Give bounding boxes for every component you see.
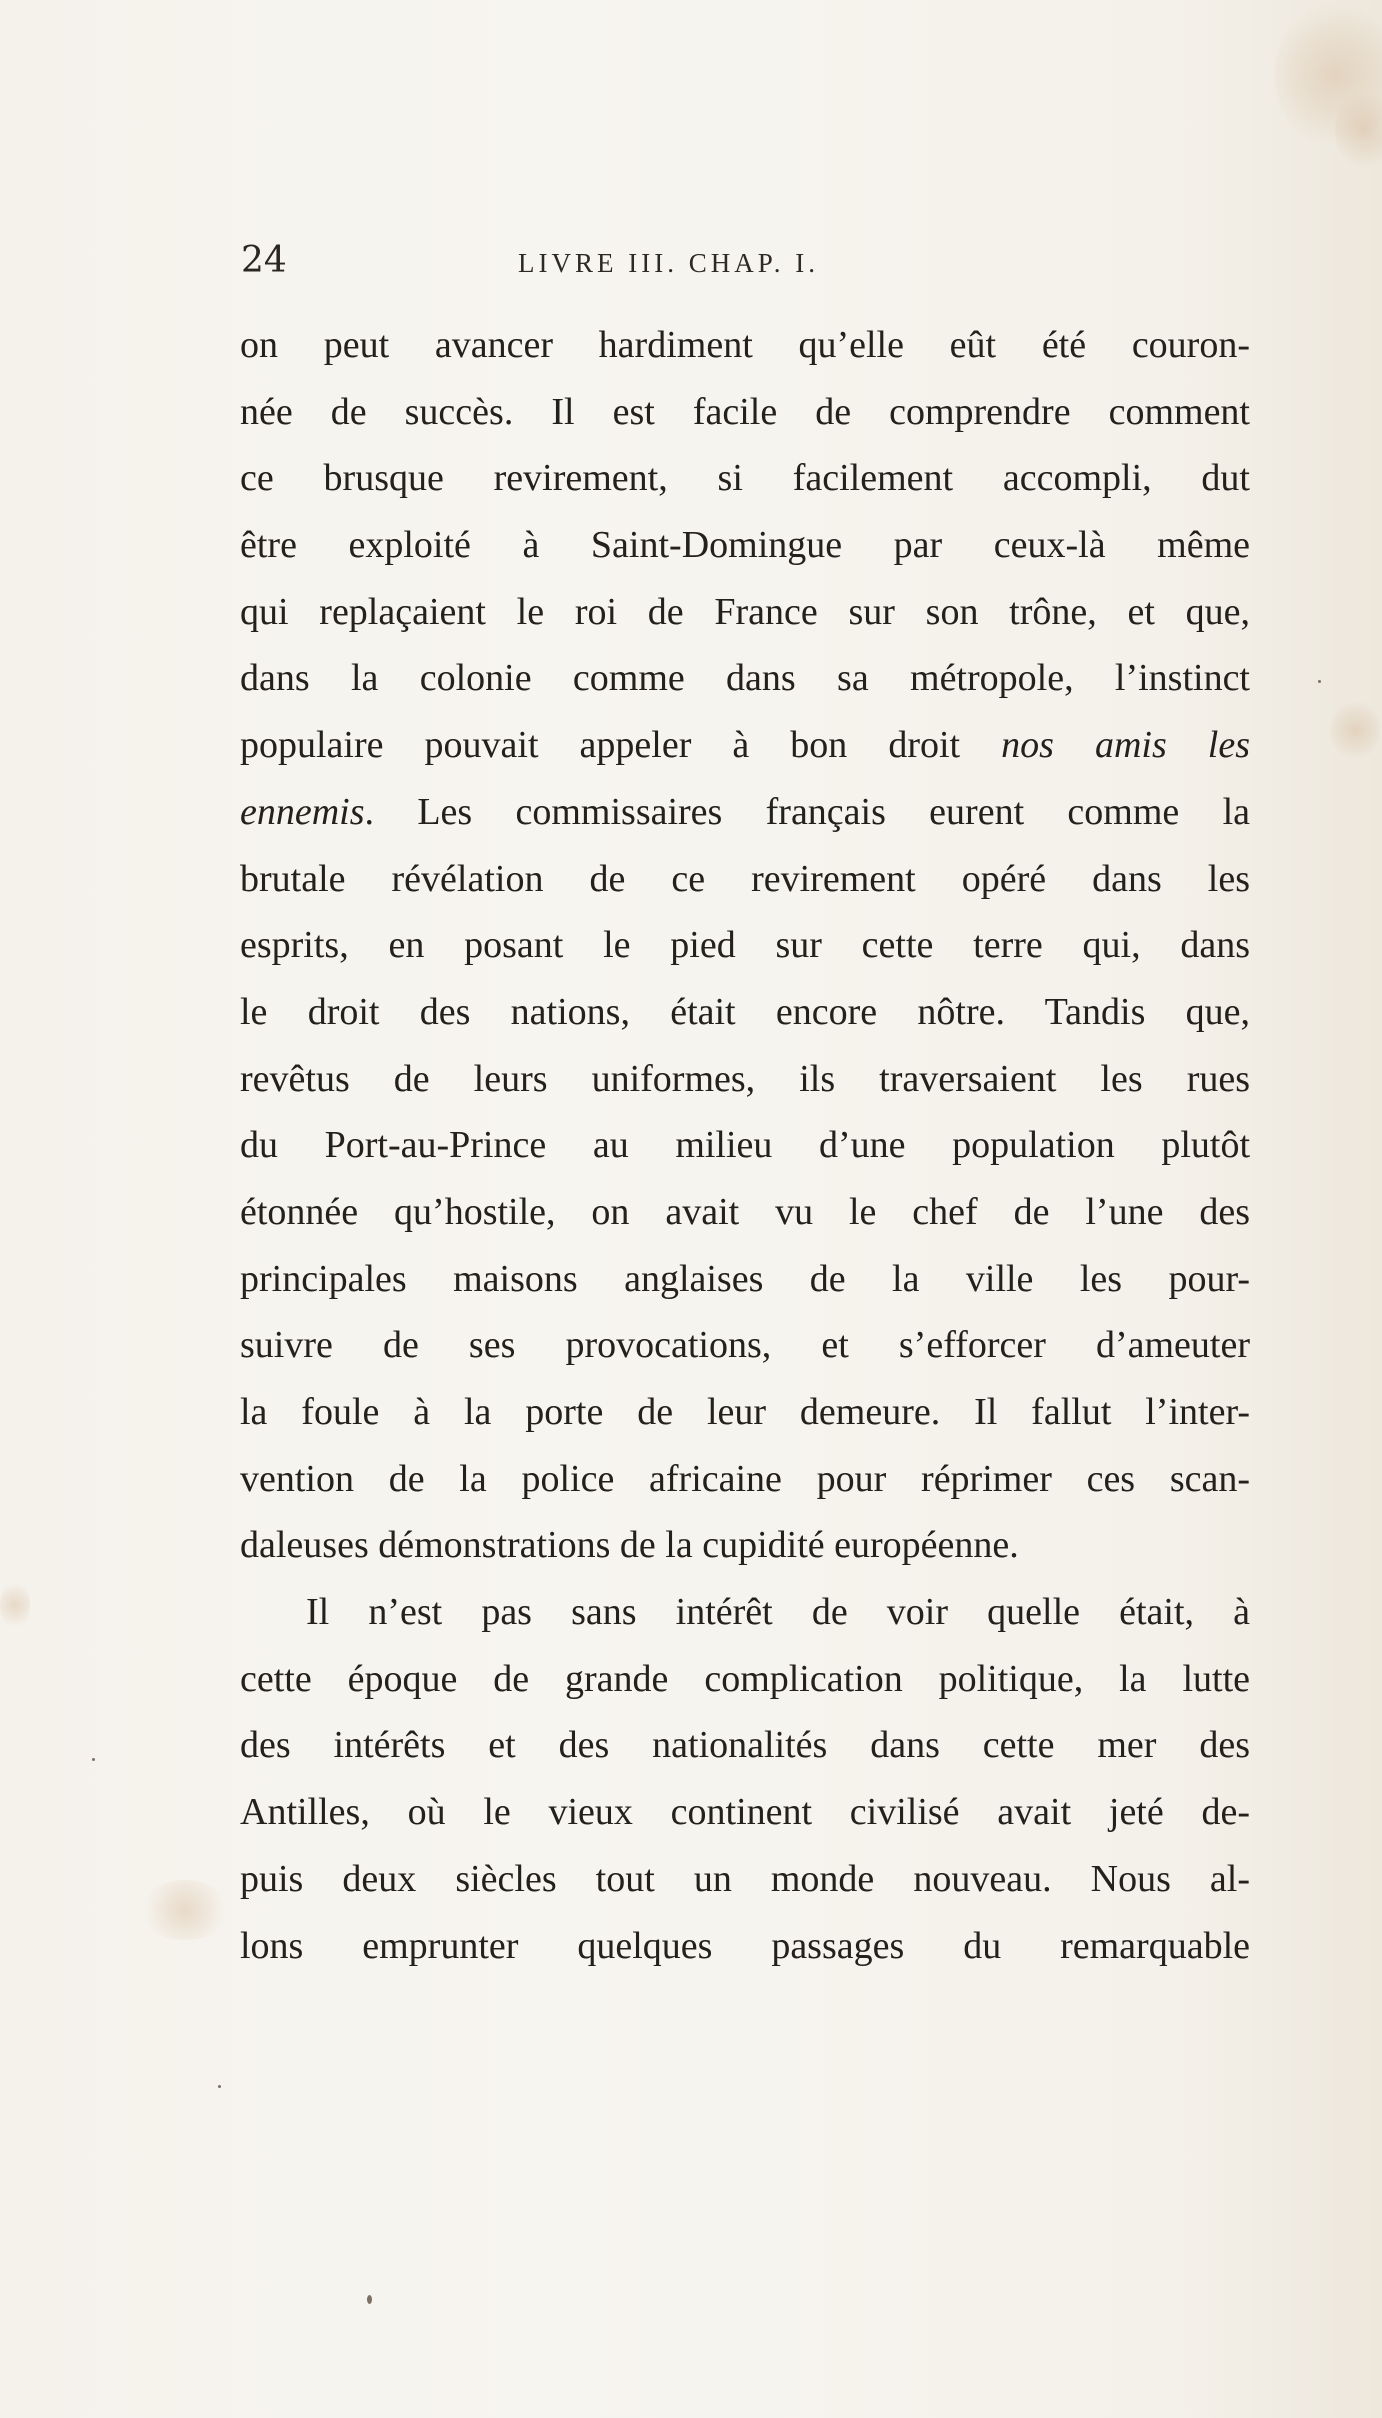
body-text xyxy=(240,312,1250,1979)
text-line: esprits, en posant le pied sur cette terre qui, dans xyxy=(240,924,1250,967)
paper-stain xyxy=(140,1880,230,1940)
text-line: du Port-au-Prince au milieu d’une population plutôt xyxy=(240,1124,1250,1167)
text-line: le droit des nations, était encore nôtre. Tandis que, xyxy=(240,990,1250,1033)
text-run: populaire pouvait appeler à bon droit xyxy=(240,724,1002,767)
italic-phrase: ennemis xyxy=(240,790,365,833)
text-line xyxy=(240,712,1250,779)
running-head: LIVRE III. CHAP. I. xyxy=(518,248,819,278)
text-line: Antilles, où le vieux continent civilisé avait jeté de- xyxy=(240,1791,1250,1834)
paper-stain xyxy=(1330,700,1380,760)
text-line: cette époque de grande complication politique, la lutte xyxy=(240,1657,1250,1700)
paper-stain xyxy=(0,1580,30,1630)
ink-speck xyxy=(92,1758,95,1761)
italic-phrase: nos amis les xyxy=(1001,724,1250,767)
text-line: la foule à la porte de leur demeure. Il fallut l’inter- xyxy=(240,1391,1250,1433)
text-line: être exploité à Saint-Domingue par ceux-là même xyxy=(240,524,1250,567)
text-line: qui replaçaient le roi de France sur son trône, et que, xyxy=(240,590,1250,633)
text-line: revêtus de leurs uniformes, ils traversaient les rues xyxy=(240,1057,1250,1100)
text-line: puis deux siècles tout un monde nouveau. Nous al- xyxy=(240,1857,1250,1900)
page-header xyxy=(0,236,1382,286)
text-run: . Les commissaires français eurent comme la xyxy=(364,790,1250,833)
text-line: suivre de ses provocations, et s’efforcer d’ameuter xyxy=(240,1324,1250,1367)
text-line: ce brusque revirement, si facilement accompli, dut xyxy=(240,457,1250,500)
text-line: daleuses démonstrations de la cupidité européenne. xyxy=(240,1524,1019,1567)
ink-speck xyxy=(218,2085,221,2088)
text-line: des intérêts et des nationalités dans cette mer des xyxy=(240,1724,1250,1767)
text-line: on peut avancer hardiment qu’elle eût été couron- xyxy=(240,324,1250,366)
paper-stain xyxy=(1335,90,1382,170)
text-line xyxy=(240,779,1250,846)
text-line: étonnée qu’hostile, on avait vu le chef de l’une des xyxy=(240,1190,1250,1233)
text-line: née de succès. Il est facile de comprendre comment xyxy=(240,390,1250,433)
text-line: dans la colonie comme dans sa métropole, l’instinct xyxy=(240,657,1250,700)
ink-speck xyxy=(367,2295,372,2304)
text-line: vention de la police africaine pour réprimer ces scan- xyxy=(240,1457,1250,1500)
text-line: brutale révélation de ce revirement opéré dans les xyxy=(240,857,1250,900)
text-line: lons emprunter quelques passages du remarquable xyxy=(240,1924,1250,1967)
text-line: principales maisons anglaises de la ville les pour- xyxy=(240,1257,1250,1300)
page-number: 24 xyxy=(241,240,287,281)
ink-speck xyxy=(1318,680,1321,683)
text-line: Il n’est pas sans intérêt de voir quelle était, à xyxy=(306,1591,1250,1634)
